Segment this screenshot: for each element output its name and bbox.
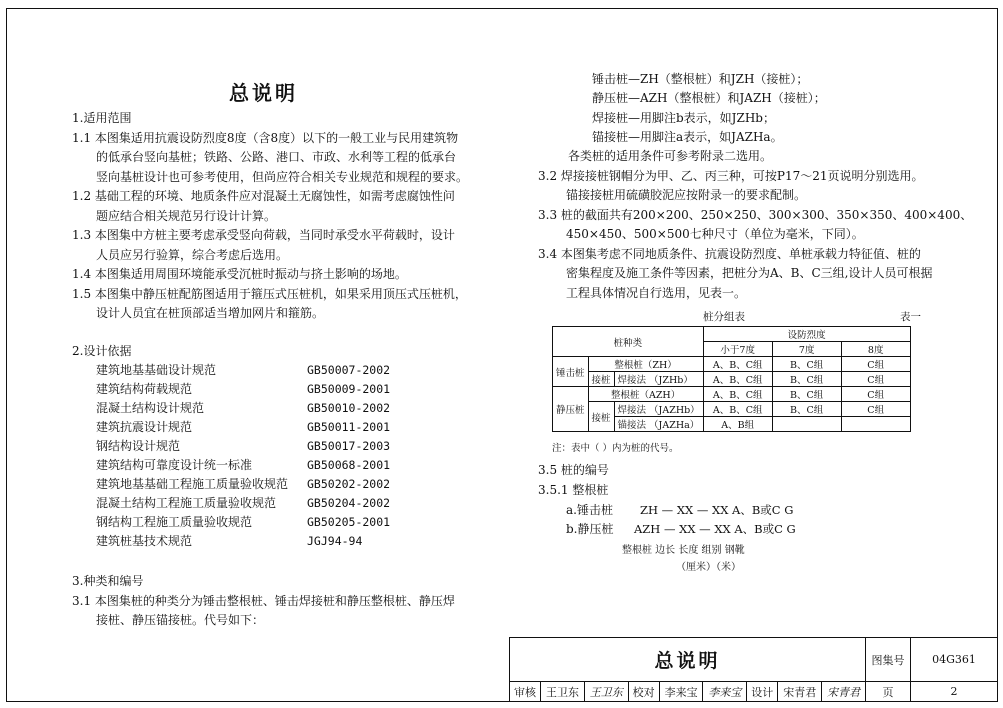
table-cell: A、B、C组 xyxy=(703,372,772,387)
section-1-line: 竖向基桩设计也可参考使用，但尚应符合相关专业规范和规程的要求。 xyxy=(96,170,469,184)
pile-code-line: 焊接桩—用脚注b表示，如JZHb； xyxy=(592,111,775,125)
standard-code: GB50204-2002 xyxy=(307,496,391,510)
page-label: 页 xyxy=(866,682,911,702)
table-cell-empty xyxy=(841,417,910,432)
standard-name: 钢结构设计规范 xyxy=(96,439,181,453)
review-label: 审核 xyxy=(510,682,541,702)
table-cell-static-pile: 静压桩 xyxy=(553,387,589,432)
table-number: 表一 xyxy=(900,311,921,323)
section-1-heading: 1.适用范围 xyxy=(72,111,132,125)
standard-name: 钢结构工程施工质量验收规范 xyxy=(96,515,253,529)
section-3-line: 3.1 本图集桩的种类分为锤击整根桩、锤击焊接桩和静压整根桩、静压焊 xyxy=(72,594,455,608)
standard-name: 建筑结构荷载规范 xyxy=(96,382,193,396)
standard-name: 建筑桩基技术规范 xyxy=(96,534,193,548)
section-1-line: 1.1 本图集适用抗震设防烈度8度（含8度）以下的一般工业与民用建筑物 xyxy=(72,131,459,145)
pile-code-line: 锚接桩—用脚注a表示，如JAZHa。 xyxy=(592,130,783,144)
table-header-intensity: 设防烈度 xyxy=(703,327,910,342)
standard-code: GB50007-2002 xyxy=(307,363,391,377)
table-cell: B、C组 xyxy=(772,357,841,372)
atlas-label: 图集号 xyxy=(866,638,911,682)
section-1-line: 1.2 基础工程的环境、地质条件应对混凝土无腐蚀性，如需考虑腐蚀性问 xyxy=(72,189,455,203)
table-cell-empty xyxy=(772,417,841,432)
standard-name: 混凝土结构设计规范 xyxy=(96,401,205,415)
table-cell-row-name: 整根桩（ZH） xyxy=(588,357,703,372)
table-header-col: 小于7度 xyxy=(703,342,772,357)
design-label: 设计 xyxy=(747,682,778,702)
section-3-2-line: 3.2 焊接接桩钢帽分为甲、乙、丙三种，可按P17～21页说明分别选用。 xyxy=(538,169,924,183)
table-cell-hammer-pile: 锤击桩 xyxy=(553,357,589,387)
table-cell: C组 xyxy=(841,387,910,402)
code-b-format: AZH — XX — XX A、B或C G xyxy=(634,522,796,536)
section-3-line: 接桩、静压锚接桩。代号如下： xyxy=(96,613,265,627)
table-cell-row-name: 整根桩（AZH） xyxy=(588,387,703,402)
pile-code-line: 静压桩—AZH（整根桩）和JAZH（接桩）； xyxy=(592,91,826,105)
check-label: 校对 xyxy=(628,682,659,702)
standard-name: 混凝土结构工程施工质量验收规范 xyxy=(96,496,277,510)
table-cell: A、B、C组 xyxy=(703,387,772,402)
code-b-label: b.静压桩 xyxy=(566,522,614,536)
reviewer-signature: 王卫东 xyxy=(584,682,628,702)
standard-code: GB50011-2001 xyxy=(307,420,391,434)
table-cell-row-name: 焊接法 （JAZHb） xyxy=(614,402,703,417)
table-cell: B、C组 xyxy=(772,387,841,402)
standard-name: 建筑抗震设计规范 xyxy=(96,420,193,434)
table-cell: A、B、C组 xyxy=(703,402,772,417)
table-cell: B、C组 xyxy=(772,402,841,417)
code-a-label: a.锤击桩 xyxy=(566,503,613,517)
section-3-4-line: 3.4 本图集考虑不同地质条件、抗震设防烈度、单桩承载力特征值、桩的 xyxy=(538,247,921,261)
standard-code: GB50009-2001 xyxy=(307,382,391,396)
atlas-number: 04G361 xyxy=(911,638,998,682)
code-a-format: ZH — XX — XX A、B或C G xyxy=(640,503,794,517)
designer-name: 宋青君 xyxy=(778,682,822,702)
table-cell: C组 xyxy=(841,402,910,417)
table-cell: A、B、C组 xyxy=(703,357,772,372)
section-3-3-line: 450×450、500×500七种尺寸（单位为毫米，下同）。 xyxy=(566,227,864,241)
table-cell: A、B组 xyxy=(703,417,772,432)
section-1-line: 题应结合相关规范另行设计计算。 xyxy=(96,209,277,223)
table-header-col: 7度 xyxy=(772,342,841,357)
table-note: 注：表中（ ）内为桩的代号。 xyxy=(552,443,679,454)
table-header-col: 8度 xyxy=(841,342,910,357)
appendix-note: 各类桩的适用条件可参考附录二选用。 xyxy=(568,149,773,163)
table-header-pile-type: 桩种类 xyxy=(553,327,704,357)
pile-code-line: 锤击桩—ZH（整根桩）和JZH（接桩）； xyxy=(592,72,809,86)
standard-code: GB50017-2003 xyxy=(307,439,391,453)
section-1-line: 设计人员宜在桩顶部适当增加网片和箍筋。 xyxy=(96,306,325,320)
standard-code: GB50010-2002 xyxy=(307,401,391,415)
checker-name: 李来宝 xyxy=(659,682,703,702)
table-cell: C组 xyxy=(841,372,910,387)
section-1-line: 1.3 本图集中方桩主要考虑承受竖向荷载，当同时承受水平荷载时，设计 xyxy=(72,228,455,242)
page-number: 2 xyxy=(911,682,998,702)
table-title: 桩分组表 xyxy=(703,311,745,323)
section-3-5-1-heading: 3.5.1 整根桩 xyxy=(538,483,609,497)
page-title: 总说明 xyxy=(229,81,298,105)
standard-name: 建筑地基基础设计规范 xyxy=(96,363,217,377)
designer-signature: 宋青君 xyxy=(822,682,866,702)
standard-name: 建筑地基基础工程施工质量验收规范 xyxy=(96,477,289,491)
reviewer-name: 王卫东 xyxy=(541,682,585,702)
section-3-3-line: 3.3 桩的截面共有200×200、250×250、300×300、350×350、400×400、 xyxy=(538,208,973,222)
section-3-4-line: 工程具体情况自行选用，见表一。 xyxy=(566,286,747,300)
standard-code: JGJ94-94 xyxy=(307,534,363,548)
section-3-heading: 3.种类和编号 xyxy=(72,574,144,588)
code-legend-units: （厘米）（米） xyxy=(676,562,741,573)
section-3-4-line: 密集程度及施工条件等因素，把桩分为A、B、C三组,设计人员可根据 xyxy=(566,266,933,280)
code-legend: 整根桩 边长 长度 组别 钢靴 xyxy=(622,545,745,556)
section-1-line: 的低承台竖向基桩；铁路、公路、港口、市政、水利等工程的低承台 xyxy=(96,150,457,164)
standard-code: GB50205-2001 xyxy=(307,515,391,529)
table-cell-row-name: 焊接法 （JZHb） xyxy=(614,372,703,387)
standard-code: GB50068-2001 xyxy=(307,458,391,472)
title-block xyxy=(509,637,998,702)
table-cell-joint: 接桩 xyxy=(588,402,614,432)
table-cell-joint: 接桩 xyxy=(588,372,614,387)
section-1-line: 1.4 本图集适用周围环境能承受沉桩时振动与挤土影响的场地。 xyxy=(72,267,407,281)
table-cell: C组 xyxy=(841,357,910,372)
standard-name: 建筑结构可靠度设计统一标准 xyxy=(96,458,253,472)
title-block-title: 总说明 xyxy=(510,638,866,682)
section-1-line: 人员应另行验算，综合考虑后选用。 xyxy=(96,248,289,262)
standard-code: GB50202-2002 xyxy=(307,477,391,491)
section-2-heading: 2.设计依据 xyxy=(72,344,132,358)
pile-group-table xyxy=(552,326,911,432)
section-3-5-heading: 3.5 桩的编号 xyxy=(538,463,609,477)
checker-signature: 李来宝 xyxy=(703,682,747,702)
section-3-2-line: 锚接接桩用硫磺胶泥应按附录一的要求配制。 xyxy=(566,188,807,202)
table-cell: B、C组 xyxy=(772,372,841,387)
table-cell-row-name: 锚接法 （JAZHa） xyxy=(614,417,703,432)
section-1-line: 1.5 本图集中静压桩配筋图适用于箍压式压桩机，如果采用顶压式压桩机， xyxy=(72,287,467,301)
